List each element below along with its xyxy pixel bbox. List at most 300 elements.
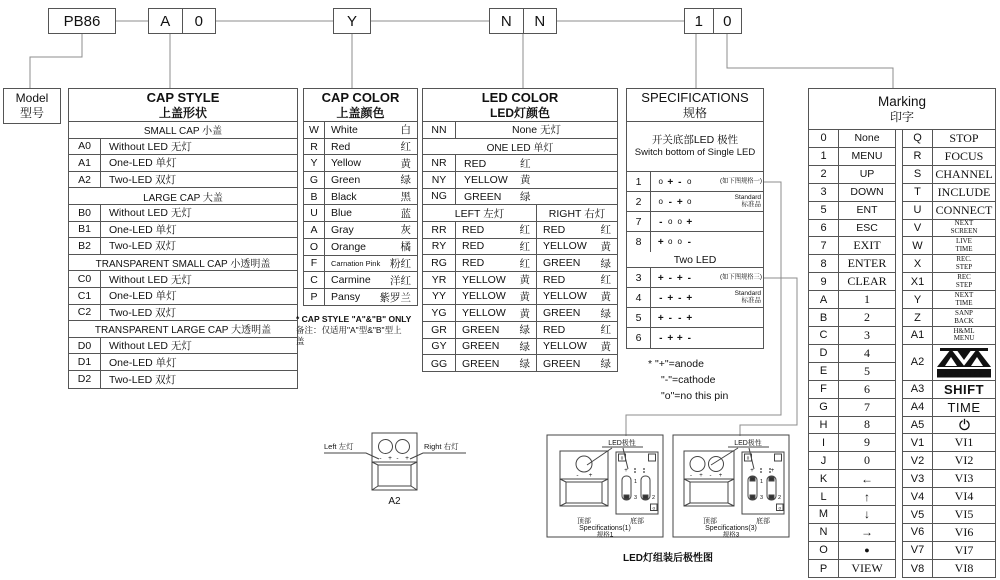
led-left-en: RED [462, 223, 485, 236]
cell-pins [651, 176, 694, 188]
table-row [304, 189, 417, 206]
svg-text:规格3: 规格3 [722, 531, 740, 539]
marking-label: VI7 [954, 542, 974, 557]
spec-code-2: 0 [713, 9, 742, 33]
pin-symbol: - [659, 292, 663, 304]
pin-symbol: + [667, 292, 674, 304]
cap-style-code-box [148, 8, 216, 34]
cell-pins [651, 292, 694, 304]
svg-text:LED极性: LED极性 [608, 440, 636, 447]
cell-code: RR [423, 222, 456, 238]
note-line: 标准品 [741, 297, 761, 304]
marking-row [903, 184, 995, 202]
marking-code: Z [903, 309, 933, 326]
color-name-zh: 黑 [400, 191, 411, 204]
svg-text:Specifications(1): Specifications(1) [579, 525, 631, 532]
marking-label-line: STEP [955, 280, 973, 289]
cell-code: YG [423, 305, 456, 321]
table-row [69, 338, 297, 355]
marking-label: INCLUDE [937, 184, 991, 199]
cell-pins [651, 312, 694, 324]
table-row [423, 255, 617, 272]
led-left-en: GREEN [462, 323, 500, 336]
table-row: LARGE CAP 大盖 [69, 188, 297, 205]
cell-label [325, 189, 417, 205]
led-right-en: YELLOW [543, 290, 587, 303]
marking-row [809, 309, 895, 327]
marking-row [903, 237, 995, 255]
cell-code: C0 [69, 271, 101, 287]
marking-label-line: NEXT [954, 219, 974, 228]
polarity-diagram-1 [547, 435, 663, 537]
marking-label: VI8 [954, 561, 974, 576]
power-icon [958, 418, 971, 431]
model-label-en: Model [15, 91, 49, 105]
led-name-en: RED [464, 157, 487, 170]
note-line: 标准品 [741, 201, 761, 208]
led-left-zh: 绿 [519, 324, 530, 337]
marking-code: V4 [903, 488, 933, 505]
marking-label: STOP [949, 130, 979, 145]
led-color-rows [423, 122, 617, 372]
svg-text:2: 2 [651, 495, 656, 501]
cell-code: C [304, 272, 325, 288]
color-name-zh: 洋红 [390, 274, 411, 287]
cell-code: 3 [627, 268, 651, 287]
marking-row [903, 399, 995, 417]
avolites-logo [936, 346, 992, 378]
pin-symbol: o [668, 237, 673, 246]
pin-symbol: - [687, 333, 691, 344]
cell-label [325, 239, 417, 255]
pin-symbol: o [677, 216, 682, 226]
polarity-diagram-3 [673, 435, 789, 537]
marking-label: 1 [864, 292, 870, 307]
cap-style-code-1: A [160, 12, 171, 30]
cell-label [325, 139, 417, 155]
cell-right-led [537, 222, 617, 238]
marking-header [809, 89, 995, 129]
table-row [69, 305, 297, 322]
marking-code: C [809, 327, 839, 344]
pin-symbol: + [676, 333, 683, 344]
table-row [69, 172, 297, 189]
table-row [423, 339, 617, 356]
led-color-title-zh: LED灯颜色 [489, 105, 550, 120]
cell-label [456, 156, 531, 171]
cell-label: One-LED 单灯 [109, 356, 177, 369]
note-line: Standard [734, 194, 761, 201]
cell-code: GY [423, 339, 456, 355]
marking-label: 8 [864, 417, 870, 432]
pin-symbol: - [687, 272, 691, 284]
pin-symbol: - [668, 196, 672, 208]
cell-label: Without LED 无灯 [109, 140, 192, 153]
cell-code: B [304, 189, 325, 205]
table-row [423, 322, 617, 339]
cap-color-note-line1: * CAP STYLE "A"&"B" ONLY [296, 314, 412, 324]
led-left-en: YELLOW [462, 307, 506, 320]
table-row [69, 288, 297, 305]
marking-code: T [903, 184, 933, 201]
svg-text:-: - [576, 472, 579, 479]
note-line: Standard [734, 290, 761, 297]
cell-code: 4 [627, 288, 651, 307]
marking-label: CONNECT [935, 202, 993, 217]
cap-a2-polarity-marks [379, 455, 409, 462]
marking-code: X [903, 255, 933, 272]
marking-label: 9 [864, 435, 870, 450]
svg-text:-: - [690, 473, 692, 479]
cell-label: Two-LED 双灯 [109, 373, 177, 386]
cell-label: Without LED 无灯 [109, 273, 192, 286]
cell-code: GG [423, 355, 456, 372]
svg-text:0: 0 [746, 455, 750, 461]
cap-style-title-en: CAP STYLE [146, 89, 220, 105]
marking-label: VI3 [954, 471, 974, 486]
spec-row [627, 328, 763, 348]
marking-row [809, 220, 895, 238]
marking-header-box [808, 88, 996, 130]
table-row [304, 289, 417, 306]
marking-code: N [809, 524, 839, 541]
marking-code: A5 [903, 417, 933, 434]
pin-symbol: o [658, 196, 663, 206]
led-left-en: GREEN [462, 340, 500, 353]
marking-code: X1 [903, 273, 933, 290]
marking-code: 3 [809, 184, 839, 201]
color-name-en: Pansy [331, 291, 361, 304]
marking-code: J [809, 452, 839, 469]
cell-right-header: RIGHT 右灯 [548, 207, 606, 220]
marking-code: A1 [903, 327, 933, 344]
marking-label: 6 [864, 381, 870, 396]
table-row [304, 172, 417, 189]
led-left-zh: 黄 [519, 274, 530, 287]
marking-label-line: H&ML [953, 326, 975, 335]
svg-text:-: - [379, 455, 382, 462]
marking-code: E [809, 363, 839, 380]
svg-text:顶部: 顶部 [577, 518, 591, 525]
spec-row [627, 268, 763, 288]
led-right-en: GREEN [543, 307, 581, 320]
svg-text:底部: 底部 [756, 518, 770, 525]
cell-code: RG [423, 255, 456, 271]
marking-label: VI1 [954, 435, 974, 450]
marking-label: SHIFT [943, 381, 985, 397]
led-right-zh: 绿 [600, 307, 611, 320]
spec-desc-zh: 开关底部LED 极性 [651, 134, 739, 146]
table-row: TRANSPARENT LARGE CAP 大透明盖 [69, 321, 297, 338]
marking-code: A [809, 291, 839, 308]
cell-label [325, 272, 417, 288]
marking-label: CLEAR [847, 274, 887, 289]
marking-label: ● [864, 545, 870, 556]
svg-text:o: o [652, 505, 655, 511]
color-name-en: Green [331, 173, 361, 186]
marking-row [809, 542, 895, 560]
table-row [423, 122, 617, 139]
table-row [69, 205, 297, 222]
color-name-zh: 橘 [400, 241, 411, 254]
marking-code: V6 [903, 524, 933, 541]
marking-label: ↑ [864, 489, 870, 504]
color-name-en: Yellow [331, 157, 361, 170]
pin-symbol: + [657, 237, 664, 248]
pin-symbol: o [687, 196, 692, 206]
table-row [69, 139, 297, 156]
led-color-table [422, 88, 618, 372]
led-color-header [423, 89, 617, 122]
marking-label [933, 220, 995, 235]
marking-code: D [809, 345, 839, 362]
marking-code: A2 [903, 345, 933, 380]
pin-symbol: + [657, 312, 664, 324]
led-right-zh: 绿 [600, 257, 611, 270]
marking-label: TIME [947, 399, 981, 415]
cell-code: P [304, 289, 325, 306]
cap-color-header [304, 89, 417, 122]
led-name-zh: 红 [520, 157, 531, 170]
led-left-zh: 红 [519, 224, 530, 237]
color-name-en: Red [331, 140, 351, 153]
svg-text:2: 2 [777, 495, 782, 501]
marking-code: 5 [809, 202, 839, 219]
cell-code: YR [423, 272, 456, 288]
table-row [423, 155, 617, 172]
pin-symbol: - [659, 333, 663, 344]
marking-row [903, 273, 995, 291]
spec-row [627, 192, 763, 212]
cell-code: B0 [69, 205, 101, 221]
spec-description [627, 122, 763, 172]
marking-row [809, 130, 895, 148]
cell-code: NG [423, 189, 456, 205]
marking-label [933, 346, 995, 378]
cell-left-led [456, 322, 537, 338]
led-right-zh: 红 [600, 224, 611, 237]
marking-row [809, 452, 895, 470]
marking-row [809, 273, 895, 291]
pin-symbol: + [657, 272, 664, 284]
cell-code: NR [423, 155, 456, 171]
marking-code: M [809, 506, 839, 523]
led-right-en: GREEN [543, 257, 581, 270]
pin-symbol: - [668, 272, 672, 284]
two-led-label: Two LED [673, 253, 717, 266]
table-row [304, 139, 417, 156]
marking-row [809, 202, 895, 220]
table-row [304, 222, 417, 239]
cell-left-led [456, 305, 537, 321]
marking-code: Y [903, 291, 933, 308]
marking-row [809, 506, 895, 524]
marking-left-table [808, 129, 896, 578]
table-row [423, 355, 617, 372]
svg-text:0: 0 [620, 455, 624, 461]
marking-row [903, 309, 995, 327]
marking-code: I [809, 434, 839, 451]
cell-right-led [537, 305, 617, 321]
marking-label: CHANNEL [935, 166, 993, 181]
bottom-diagrams [300, 425, 800, 580]
table-row [423, 172, 617, 189]
svg-text:规格1: 规格1 [596, 531, 614, 539]
cell-pins [651, 196, 694, 208]
marking-label: ESC [856, 221, 878, 234]
cell-code: O [304, 239, 325, 255]
spec-row-note: (如下图规格三) [720, 273, 762, 281]
cap-style-title-zh: 上盖形状 [158, 105, 207, 120]
cell-code: D1 [69, 354, 101, 370]
marking-label: 2 [864, 310, 870, 325]
spec-legend [648, 356, 778, 404]
marking-code: A4 [903, 399, 933, 416]
svg-text:+: + [405, 455, 409, 462]
led-right-en: RED [543, 223, 566, 236]
cell-label: None 无灯 [511, 124, 562, 137]
cap-a2-left-label: Left 左灯 [324, 442, 354, 451]
led-left-zh: 红 [519, 240, 530, 253]
marking-row [903, 381, 995, 399]
polarity-caption: LED灯组装后极性图 [623, 553, 713, 564]
marking-code: 2 [809, 166, 839, 183]
table-row [423, 239, 617, 256]
cell-left-led [456, 222, 537, 238]
led-right-zh: 黄 [600, 240, 611, 253]
marking-label: MENU [851, 150, 883, 163]
table-row [69, 222, 297, 239]
marking-row [903, 220, 995, 238]
marking-row [809, 148, 895, 166]
led-left-zh: 黄 [519, 307, 530, 320]
marking-left-rows [809, 130, 895, 578]
table-row [423, 189, 617, 206]
marking-label-line: LIVE [956, 237, 972, 246]
cell-left-led [456, 355, 537, 372]
cell-label [325, 222, 417, 238]
pin-symbol: + [686, 292, 693, 304]
specifications-table [626, 88, 764, 349]
cell-code: A0 [69, 139, 101, 155]
marking-row [903, 166, 995, 184]
marking-right-table [902, 129, 996, 578]
cell-label [325, 155, 417, 171]
cap-color-code-box [333, 8, 371, 34]
table-row [423, 305, 617, 322]
cell-right-led [537, 339, 617, 355]
led-name-zh: 绿 [520, 190, 531, 203]
svg-text:o: o [778, 505, 781, 511]
table-row: SMALL CAP 小盖 [69, 122, 297, 139]
cap-color-note-line3: 盖 [296, 336, 305, 346]
cell-code: NN [423, 122, 456, 138]
led-right-en: RED [543, 273, 566, 286]
table-row: TRANSPARENT SMALL CAP 小透明盖 [69, 255, 297, 272]
marking-row [903, 327, 995, 345]
cell-code: 8 [627, 232, 651, 252]
marking-row [903, 542, 995, 560]
marking-label-line: REC [957, 273, 971, 282]
spec-two-led-header [627, 252, 763, 268]
specifications-header [627, 89, 763, 122]
marking-label: 7 [864, 399, 870, 414]
marking-code: 8 [809, 255, 839, 272]
marking-code: P [809, 560, 839, 578]
cell-right-led [537, 289, 617, 305]
table-row [304, 272, 417, 289]
marking-code: 9 [809, 273, 839, 290]
marking-row [903, 506, 995, 524]
cell-left-led [456, 289, 537, 305]
spec-row [627, 308, 763, 328]
cell-label [456, 172, 531, 187]
marking-label: VI2 [954, 453, 974, 468]
legend-line3: "o"=no this pin [661, 390, 729, 402]
table-row [304, 239, 417, 256]
led-color-code-2: N [523, 9, 557, 33]
marking-label-line: REC. [956, 255, 972, 264]
marking-label: VI6 [954, 524, 974, 539]
marking-code: Q [903, 130, 933, 147]
cell-code: 2 [627, 192, 651, 211]
pin-symbol: - [687, 237, 691, 248]
cell-code: 7 [627, 212, 651, 231]
svg-text:LED极性: LED极性 [734, 440, 762, 447]
cell-label [325, 205, 417, 221]
specifications-code-box [684, 8, 742, 34]
svg-text:-: - [709, 473, 712, 479]
marking-label: ENT [856, 204, 878, 217]
cell-code: A2 [69, 172, 101, 188]
table-row [304, 155, 417, 172]
marking-row [903, 148, 995, 166]
marking-row [903, 255, 995, 273]
pin-symbol: - [678, 176, 682, 188]
svg-text:3: 3 [759, 495, 764, 501]
led-color-code-1: N [500, 12, 512, 30]
cell-label: Two-LED 双灯 [109, 240, 177, 253]
pin-symbol: o [658, 176, 663, 186]
marking-row [809, 381, 895, 399]
cell-pins [651, 236, 694, 248]
marking-row [809, 237, 895, 255]
model-code: PB86 [63, 12, 101, 30]
marking-code: B [809, 309, 839, 326]
cell-pins [651, 216, 694, 228]
table-row [69, 155, 297, 172]
marking-label: EXIT [853, 238, 881, 253]
svg-text:-: - [396, 455, 399, 462]
marking-title-en: Marking [877, 93, 926, 109]
table-row [69, 371, 297, 388]
pin-symbol: o [668, 216, 673, 226]
cap-color-table [303, 88, 418, 306]
led-right-en: YELLOW [543, 240, 587, 253]
spec-row [627, 212, 763, 232]
cell-code: A [304, 222, 325, 238]
marking-code: V [903, 220, 933, 237]
color-name-zh: 灰 [400, 224, 411, 237]
led-color-code-box [489, 8, 557, 34]
marking-code: 7 [809, 237, 839, 254]
marking-label: ↓ [864, 507, 870, 522]
svg-text:+: + [624, 468, 628, 474]
marking-label: 4 [864, 345, 870, 360]
spec-row-note [735, 194, 761, 208]
color-name-zh: 白 [400, 124, 411, 137]
model-label-zh: 型号 [19, 106, 44, 120]
